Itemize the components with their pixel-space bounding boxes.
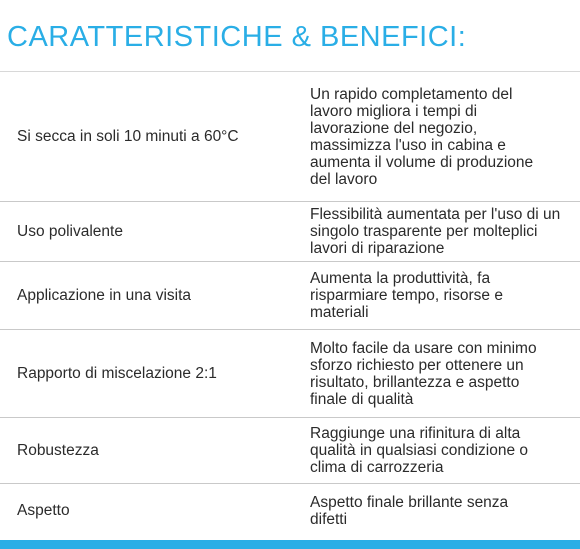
benefit-text: Flessibilità aumentata per l'uso di un singolo trasparente per molteplici lavori di riparazione: [310, 206, 561, 257]
benefit-text: Raggiunge una rifinitura di alta qualità in qualsiasi condizione o clima di carrozzeria: [310, 425, 529, 476]
benefit-cell: [292, 425, 568, 476]
benefit-cell: [292, 206, 580, 257]
benefit-text: Aumenta la produttività, fa risparmiare tempo, risorse e materiali: [310, 270, 503, 321]
page-title: CARATTERISTICHE & BENEFICI:: [7, 21, 467, 53]
benefit-text: Molto facile da usare con minimo sforzo richiesto per ottenere un risultato, brillantezza e aspetto finale di qualità: [310, 339, 537, 408]
bottom-accent-bar: [0, 540, 580, 549]
feature-cell: Aspetto: [17, 501, 70, 519]
table-row: [0, 483, 580, 537]
benefit-text: Aspetto finale brillante senza difetti: [310, 493, 509, 528]
benefit-cell: [292, 340, 560, 408]
feature-cell: Si secca in soli 10 minuti a 60°C: [17, 127, 239, 145]
table-row: [0, 417, 580, 483]
benefit-cell: [292, 494, 550, 528]
feature-cell: Uso polivalente: [17, 222, 123, 240]
benefit-text: Un rapido completamento del lavoro migliora i tempi di lavorazione del negozio, massimizza l'uso in cabina e aumenta il volume di produzione del lavoro: [310, 85, 534, 188]
benefit-cell: [292, 86, 550, 188]
features-benefits-table: [0, 71, 580, 537]
feature-cell: Applicazione in una visita: [17, 286, 192, 304]
table-row: [0, 261, 580, 329]
table-row: [0, 71, 580, 201]
benefit-cell: [292, 270, 550, 321]
feature-cell: Robustezza: [17, 441, 99, 459]
feature-cell: Rapporto di miscelazione 2:1: [17, 364, 217, 382]
table-row: [0, 329, 580, 417]
table-row: [0, 201, 580, 261]
